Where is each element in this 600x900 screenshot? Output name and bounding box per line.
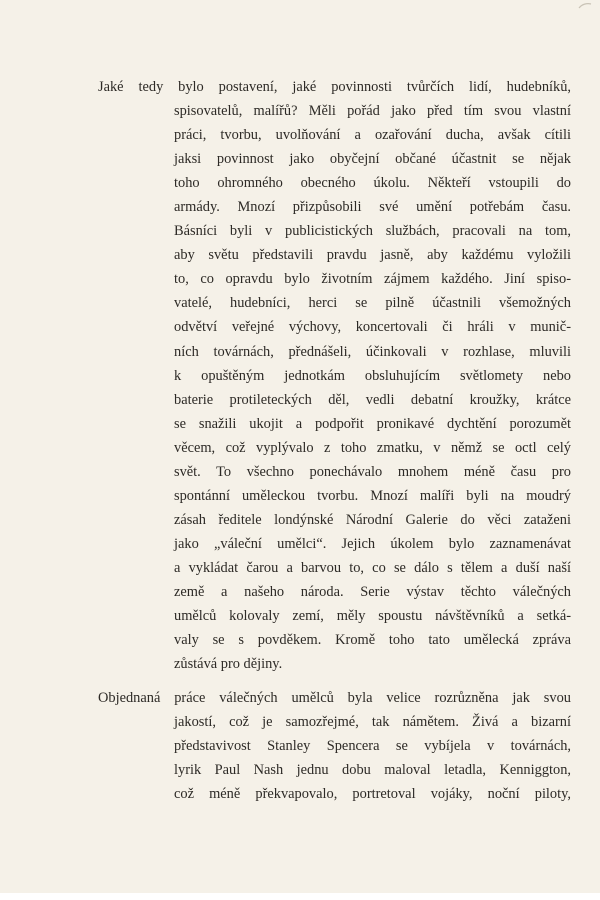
text-line: zásah ředitele londýnské Národní Galerie do věci zataženi [174,511,571,528]
text-line: aby světu představili pravdu jasně, aby každému vyložili [174,247,571,264]
text-line: spontánní uměleckou tvorbu. Mnozí malíři byli na moudrý [174,487,571,504]
text-line: věcem, což vyplývalo z toho zmatku, v němž se octl celý [174,439,571,456]
text-line: odvětví veřejné výchovy, koncertovali či hráli v munič- [174,319,571,336]
text-line: toho ohromného obecného úkolu. Někteří vstoupili do [174,175,571,192]
page-corner-mark [578,2,592,10]
text-line: zůstává pro dějiny. [174,656,283,673]
text-line: Básníci byli v publicistických službách, pracovali na tom, [174,223,571,240]
text-line: spisovatelů, malířů? Měli pořád jako před tím svou vlastní [174,103,571,120]
text-line: se snažili ukojit a podpořit pronikavé dychtění porozumět [174,415,571,432]
text-line: jako „váleční umělci“. Jejich úkolem bylo zaznamenávat [174,535,571,552]
body-text [98,75,571,806]
text-line: k opuštěným jednotkám obsluhujícím světlomety nebo [174,367,571,384]
text-line: představivost Stanley Spencera se vybíjela v továrnách, [174,738,571,755]
text-line: země a našeho národa. Serie výstav těchto válečných [174,583,571,600]
page-bottom-edge [0,893,600,900]
text-line: Objednaná práce válečných umělců byla velice rozrůzněna jak svou [98,690,571,707]
paragraph-2 [98,686,571,806]
text-line: armády. Mnozí přizpůsobili své umění potřebám času. [174,199,571,216]
text-line: lyrik Paul Nash jednu dobu maloval letadla, Kenniggton, [174,762,571,779]
text-line: valy se s povděkem. Kromě toho tato umělecká zpráva [174,632,571,649]
text-line: ních továrnách, přednášeli, účinkovali v rozhlase, mluvili [174,343,571,360]
text-line: baterie protileteckých děl, vedli debatní kroužky, krátce [174,391,571,408]
text-line: jaksi povinnost jako obyčejní občané účastnit se nějak [174,151,571,168]
text-line: to, co opravdu bylo životním zájmem každého. Jiní spiso- [174,271,571,288]
text-line: umělců kolovaly zemí, měly spoustu návštěvníků a setká- [174,608,571,625]
text-line: práci, tvorbu, uvolňování a ozařování ducha, avšak cítili [174,127,571,144]
text-line: vatelé, hudebníci, herci se pilně účastnili všemožných [174,295,571,312]
text-line: jakostí, což je samozřejmé, tak námětem. Živá a bizarní [174,714,571,731]
text-line: a vykládat čarou a barvou to, co se dálo s tělem a duší naší [174,559,571,576]
paragraph-1 [98,75,571,676]
text-line: svět. To všechno ponechávalo mnohem méně času pro [174,463,571,480]
text-line: což méně překvapovalo, portretoval vojáky, noční piloty, [174,786,571,803]
text-line: Jaké tedy bylo postavení, jaké povinnosti tvůrčích lidí, hudebníků, [98,79,571,95]
